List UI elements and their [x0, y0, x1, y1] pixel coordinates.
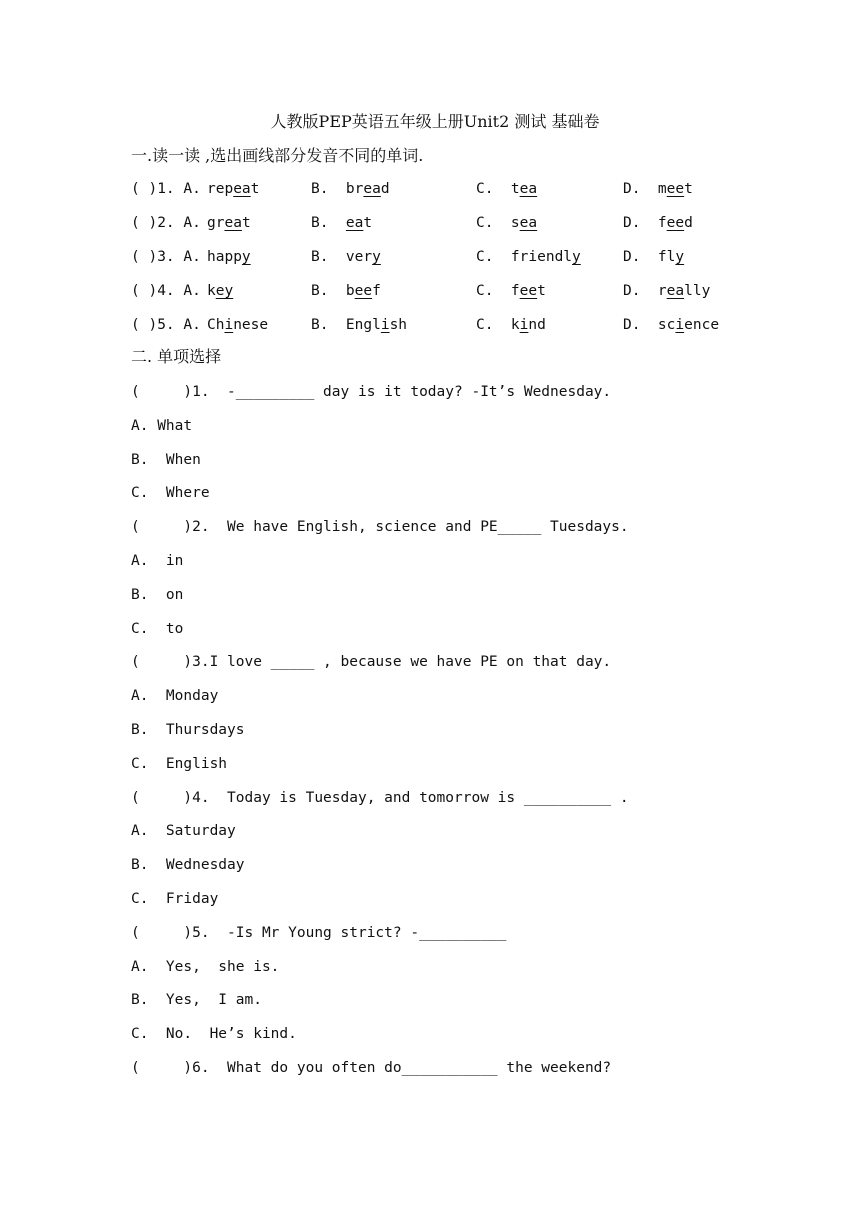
phonics-option	[207, 177, 259, 201]
underlined-letters: ee	[519, 283, 538, 299]
underlined-letters: ee	[666, 181, 685, 197]
underlined-letters: ea	[519, 215, 538, 231]
underlined-letters: y	[241, 249, 251, 265]
option-word: key	[207, 283, 234, 299]
option-word: friendly	[510, 249, 581, 265]
phonics-option	[476, 313, 546, 337]
phonics-option	[623, 245, 684, 269]
phonics-option	[623, 279, 710, 303]
mc-choice: B. on	[131, 587, 184, 603]
option-label: C.	[476, 249, 511, 265]
mc-question-stem: ( )3.I love _____ , because we have PE on that day.	[131, 654, 612, 670]
underlined-letters: ey	[215, 283, 234, 299]
question-number: ( )1. A.	[131, 181, 201, 197]
option-word: fly	[657, 249, 685, 265]
option-word: English	[345, 317, 408, 333]
underlined-letters: ea	[233, 181, 251, 197]
phonics-option	[311, 279, 381, 303]
underlined-letters: y	[572, 249, 581, 265]
phonics-option	[207, 279, 233, 303]
option-label: C.	[476, 283, 511, 299]
mc-choice: C. Friday	[131, 891, 219, 907]
option-word: feed	[657, 215, 693, 231]
underlined-letters: ee	[666, 215, 685, 231]
underlined-letters: i	[380, 317, 390, 333]
mc-choice: A. Saturday	[131, 823, 236, 839]
option-word: science	[657, 317, 720, 333]
option-word: sea	[510, 215, 538, 231]
underlined-letters: y	[372, 249, 381, 265]
mc-choice: C. English	[131, 756, 228, 772]
phonics-option	[207, 245, 251, 269]
option-word: tea	[510, 181, 538, 197]
phonics-option	[476, 279, 546, 303]
mc-question-stem: ( )4. Today is Tuesday, and tomorrow is __________ .	[131, 790, 629, 806]
question-number: ( )4. A.	[131, 283, 201, 299]
option-word: really	[657, 283, 711, 299]
mc-question-stem: ( )1. -_________ day is it today? -It’s Wednesday.	[131, 384, 612, 400]
question-number: ( )3. A.	[131, 249, 201, 265]
phonics-option	[311, 245, 381, 269]
option-label: D.	[623, 215, 658, 231]
mc-choice: C. No. He’s kind.	[131, 1026, 297, 1042]
mc-question-stem: ( )2. We have English, science and PE_____ Tuesdays.	[131, 519, 629, 535]
underlined-letters: i	[519, 317, 529, 333]
option-word: bread	[345, 181, 390, 197]
question-number: ( )2. A.	[131, 215, 201, 231]
option-label: C.	[476, 215, 511, 231]
option-label: C.	[476, 181, 511, 197]
underlined-letters: i	[224, 317, 234, 333]
phonics-option	[476, 211, 537, 235]
option-label: D.	[623, 317, 658, 333]
phonics-option	[207, 211, 251, 235]
phonics-option	[476, 245, 581, 269]
phonics-option	[476, 177, 537, 201]
option-label: C.	[476, 317, 511, 333]
option-label: B.	[311, 317, 346, 333]
option-word: very	[345, 249, 381, 265]
mc-question-stem: ( )6. What do you often do___________ the weekend?	[131, 1060, 612, 1076]
mc-choice: C. Where	[131, 485, 210, 501]
phonics-option	[311, 313, 407, 337]
mc-choice: B. When	[131, 452, 201, 468]
phonics-option	[311, 211, 372, 235]
mc-choice: A. What	[131, 418, 193, 434]
mc-choice: B. Thursdays	[131, 722, 245, 738]
underlined-letters: y	[675, 249, 685, 265]
mc-choice: A. Monday	[131, 688, 219, 704]
underlined-letters: ea	[224, 215, 242, 231]
underlined-letters: ea	[345, 215, 364, 231]
underlined-letters: ea	[519, 181, 538, 197]
phonics-option	[623, 313, 719, 337]
option-word: meet	[657, 181, 693, 197]
option-word: happy	[207, 249, 251, 265]
option-label: D.	[623, 283, 658, 299]
question-number: ( )5. A.	[131, 317, 201, 333]
phonics-option	[311, 177, 390, 201]
section-2-heading: 二. 单项选择	[131, 347, 222, 366]
option-word: beef	[345, 283, 381, 299]
option-word: great	[207, 215, 251, 231]
mc-choice: A. Yes, she is.	[131, 959, 280, 975]
underlined-letters: ee	[354, 283, 373, 299]
mc-choice: A. in	[131, 553, 184, 569]
underlined-letters: ea	[363, 181, 381, 197]
mc-choice: B. Yes, I am.	[131, 992, 262, 1008]
mc-choice: C. to	[131, 621, 184, 637]
mc-question-stem: ( )5. -Is Mr Young strict? -__________	[131, 925, 507, 941]
option-label: B.	[311, 215, 346, 231]
option-word: Chinese	[207, 317, 269, 333]
phonics-option	[207, 313, 268, 337]
option-label: B.	[311, 181, 346, 197]
option-word: repeat	[207, 181, 260, 197]
option-word: feet	[510, 283, 546, 299]
option-word: eat	[345, 215, 373, 231]
option-label: B.	[311, 249, 346, 265]
phonics-option	[623, 211, 693, 235]
option-label: D.	[623, 249, 658, 265]
section-1-heading: 一.读一读 ,选出画线部分发音不同的单词.	[131, 146, 424, 165]
document-title: 人教版PEP英语五年级上册Unit2 测试 基础卷	[270, 112, 600, 131]
phonics-option	[623, 177, 693, 201]
underlined-letters: i	[675, 317, 685, 333]
option-word: kind	[510, 317, 546, 333]
option-label: D.	[623, 181, 658, 197]
option-label: B.	[311, 283, 346, 299]
underlined-letters: ea	[666, 283, 685, 299]
mc-choice: B. Wednesday	[131, 857, 245, 873]
